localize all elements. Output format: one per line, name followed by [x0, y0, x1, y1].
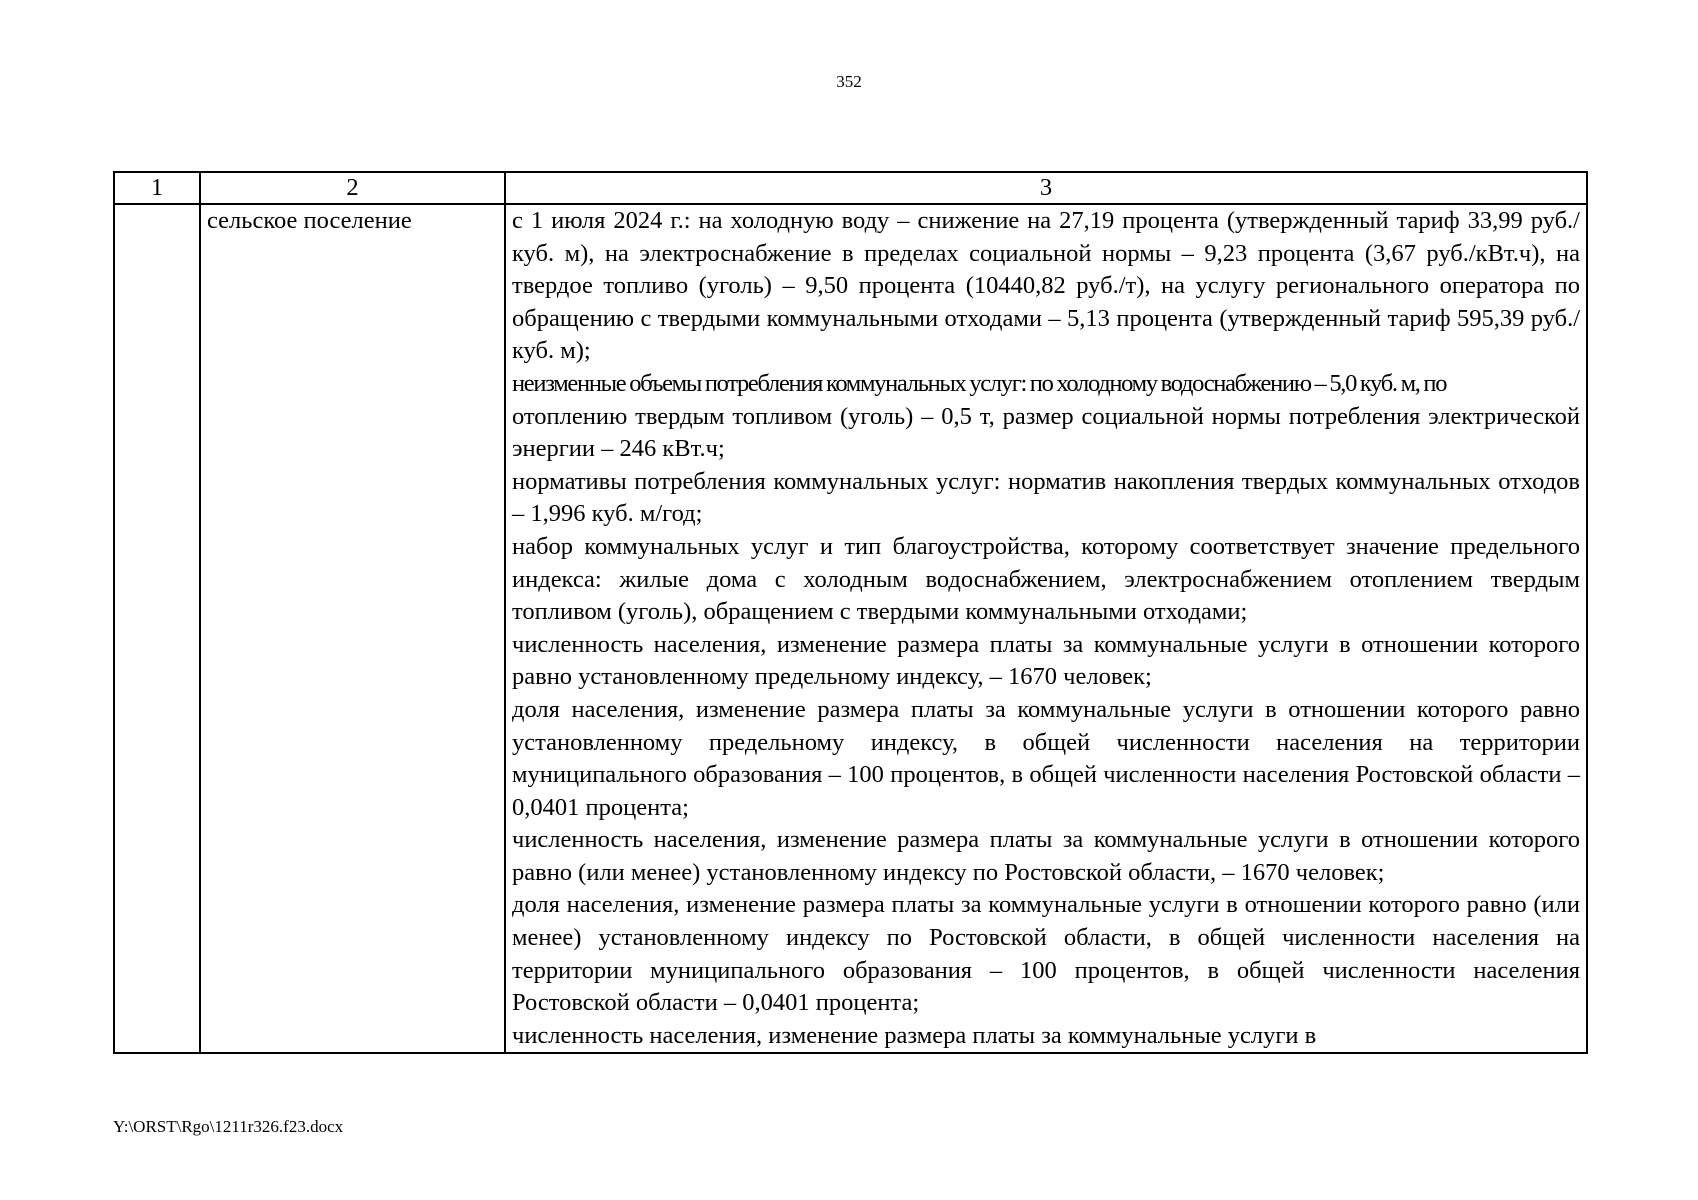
file-path-footer: Y:\ORST\Rgo\1211r326.f23.docx: [113, 1117, 344, 1136]
paragraph-tariffs: с 1 июля 2024 г.: на холодную воду – снижение на 27,19 процента (утвержденный тариф 33,99 руб./куб. м), на электроснабжение в пределах социальной нормы – 9,23 процента (3,67 руб./кВт.ч), на твердое топливо (уголь) – 9,50 процента (10440,82 руб./т), на услугу регионального оператора по обращению с твердыми коммунальными отходами – 5,13 процента (утвержденный тариф 595,39 руб./куб. м);: [512, 207, 1580, 365]
paragraph-population-share-regional: доля населения, изменение размера платы за коммунальные услуги в отношении которого равно (или менее) установленному индексу по Ростовской области, в общей численности населения на территории муниципального образования – 100 процентов, в общей численности населения Ростовской области – 0,0401 процента;: [512, 891, 1580, 1017]
column-header-3: 3: [505, 172, 1587, 204]
paragraph-services-set: набор коммунальных услуг и тип благоустройства, которому соответствует значение предельного индекса: жилые дома с холодным водоснабжением, электроснабжением отоплением твердым топливом (уголь), обращением с твердыми коммунальными отходами;: [512, 532, 1580, 626]
paragraph-volumes-cont: отоплению твердым топливом (уголь) – 0,5 т, размер социальной нормы потребления электрической энергии – 246 кВт.ч;: [512, 402, 1580, 463]
cell-index: [114, 204, 200, 1053]
table-row: [114, 204, 1587, 1053]
cell-description: [505, 204, 1587, 1053]
paragraph-population-share: доля населения, изменение размера платы за коммунальные услуги в отношении которого равно установленному предельному индексу, в общей численности населения на территории муниципального образования – 100 процентов, в общей численности населения Ростовской области – 0,0401 процента;: [512, 695, 1580, 821]
cell-settlement-type: сельское поселение: [200, 204, 505, 1053]
paragraph-norms: нормативы потребления коммунальных услуг: норматив накопления твердых коммунальных отходов – 1,996 куб. м/год;: [512, 467, 1580, 528]
column-header-1: 1: [114, 172, 200, 204]
table-header-row: [114, 172, 1587, 204]
paragraph-volumes: неизменные объемы потребления коммунальных услуг: по холодному водоснабжению – 5,0 куб. м, по: [512, 369, 1447, 397]
paragraph-population-count: численность населения, изменение размера платы за коммунальные услуги в отношении которого равно установленному предельному индексу, – 1670 человек;: [512, 630, 1580, 691]
column-header-2: 2: [200, 172, 505, 204]
page-number: 352: [836, 72, 862, 91]
tariff-table: [113, 171, 1588, 1054]
paragraph-population-count-next: численность населения, изменение размера платы за коммунальные услуги в: [512, 1021, 1317, 1049]
paragraph-population-count-regional: численность населения, изменение размера платы за коммунальные услуги в отношении которого равно (или менее) установленному индексу по Ростовской области, – 1670 человек;: [512, 826, 1580, 886]
